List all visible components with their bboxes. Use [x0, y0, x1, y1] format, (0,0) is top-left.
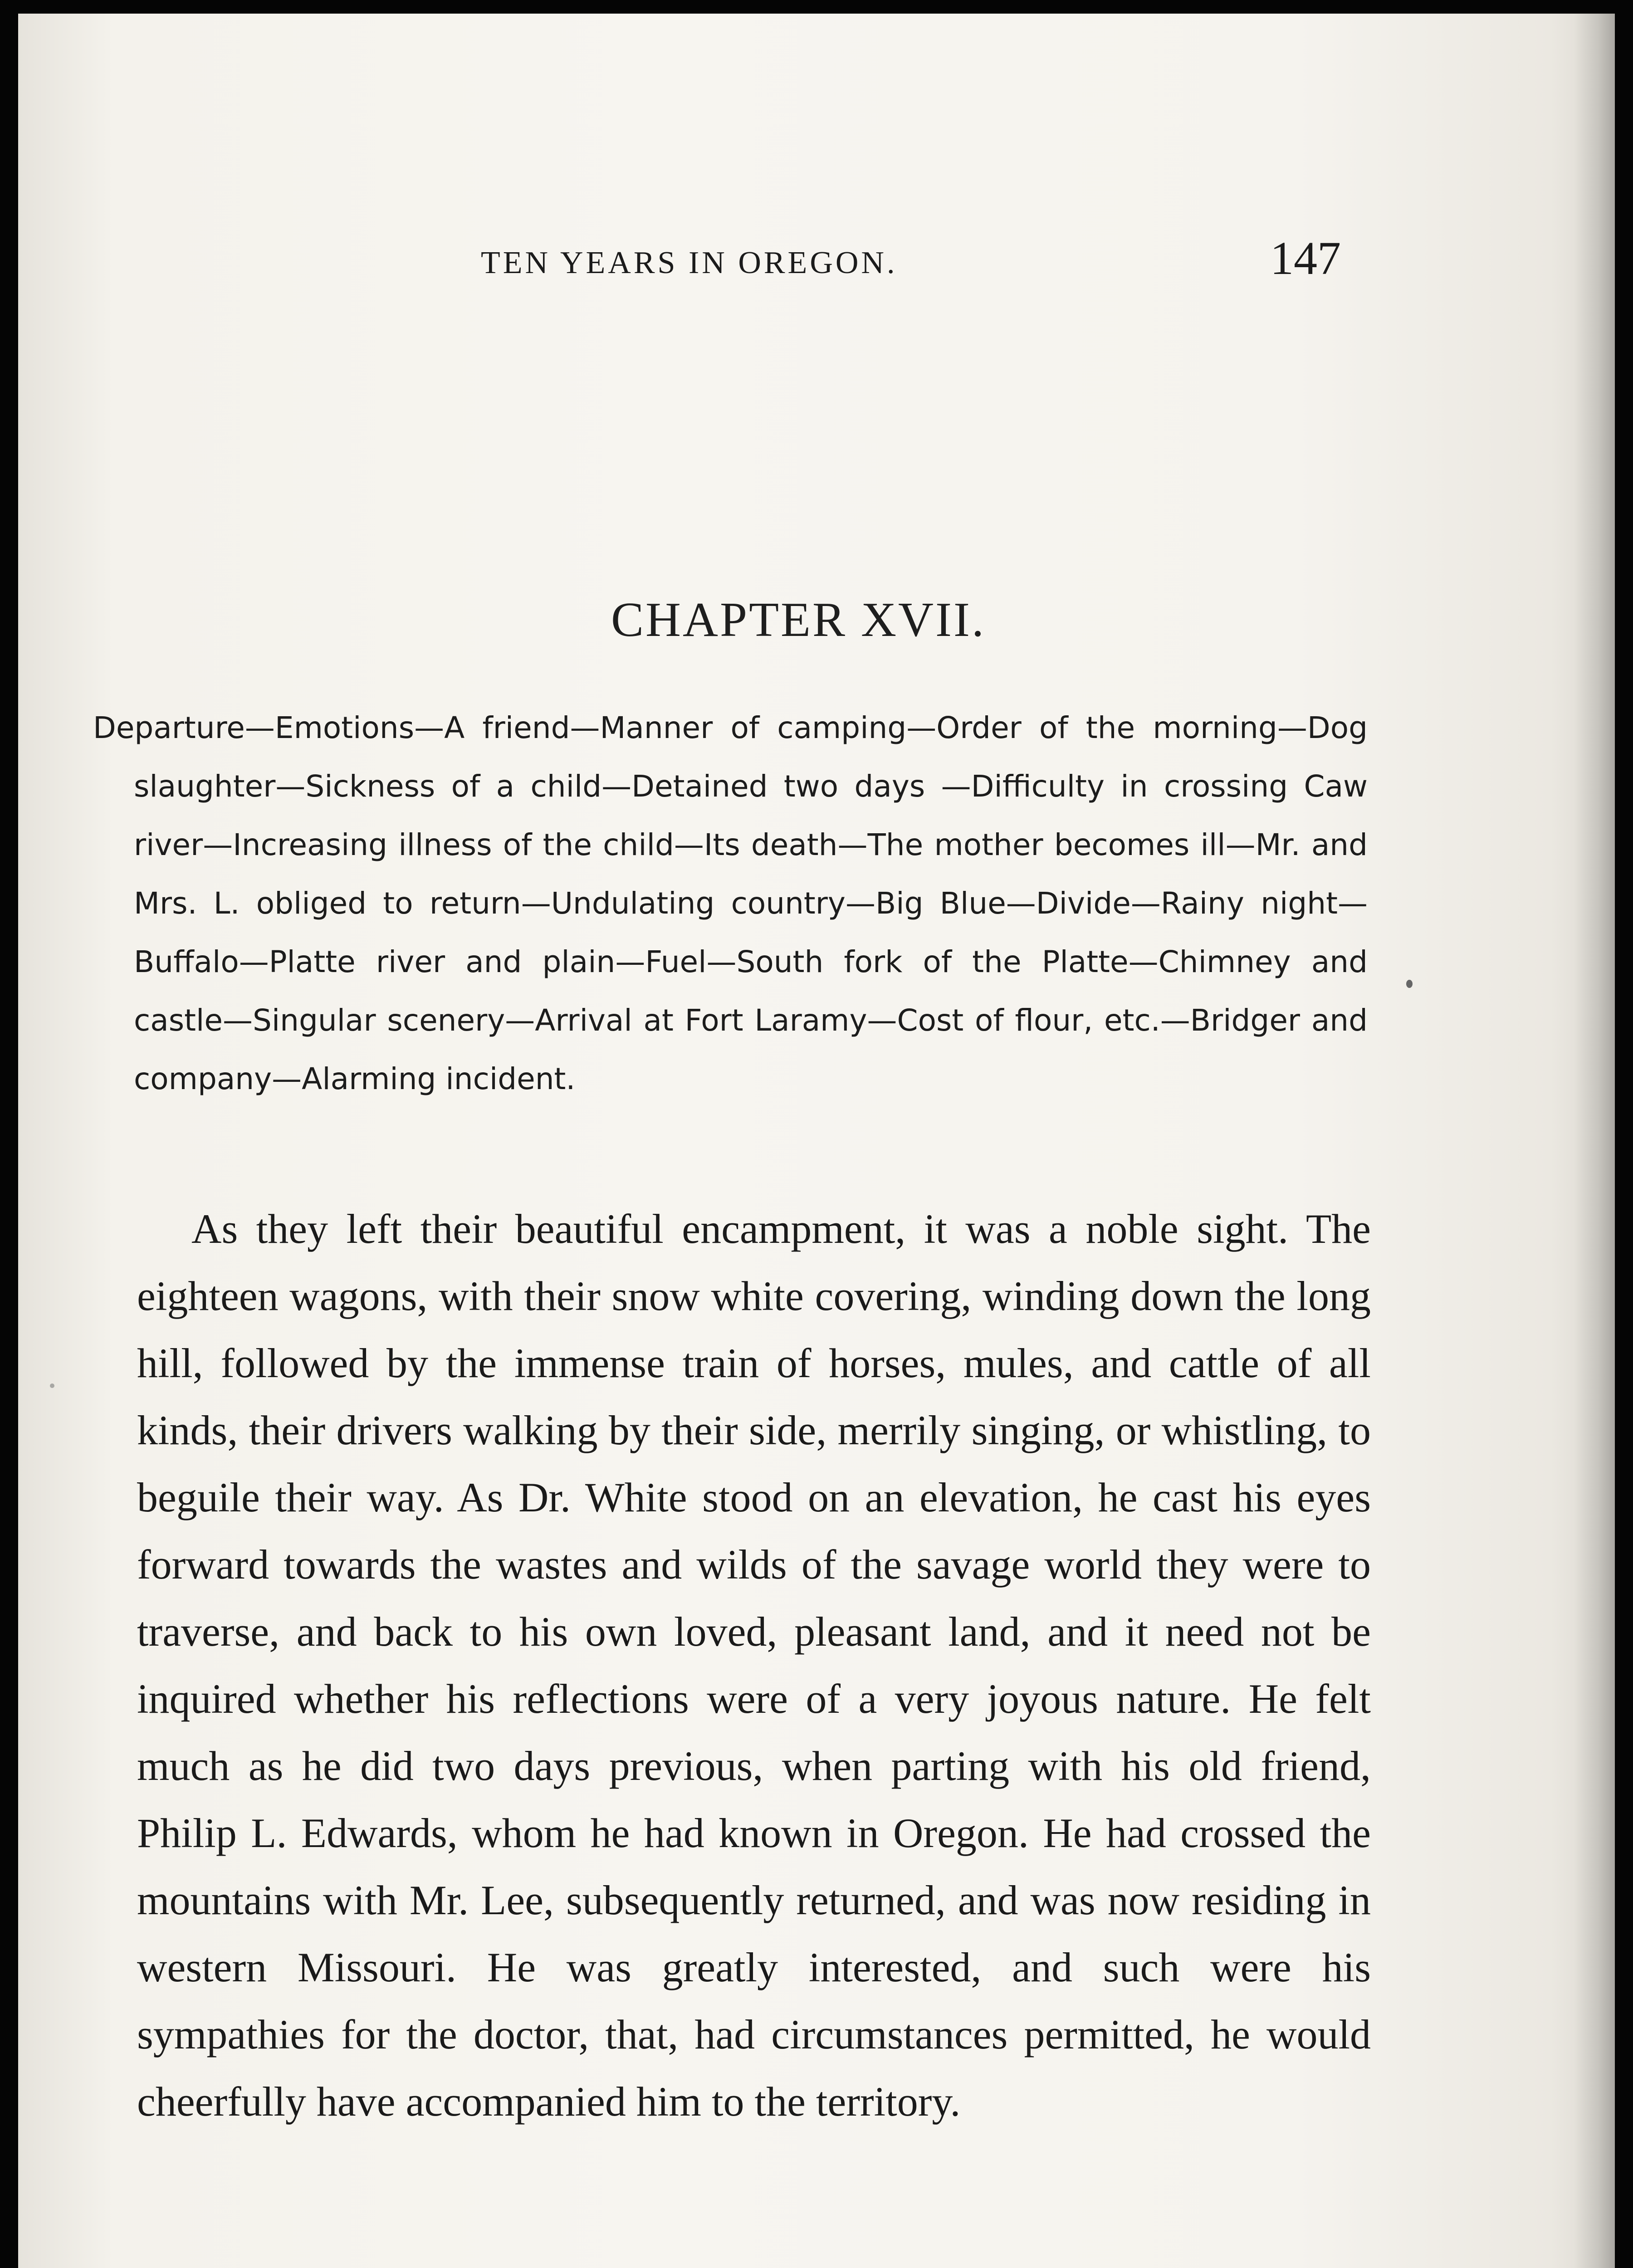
- page-gutter-shadow: [1574, 14, 1615, 2268]
- synopsis-text: Departure—Emotions—A friend—Manner of camping—Order of the morning—Dog slaughter—Sickness of a child—Detained two days —Difficulty in crossing Caw river—Increasing illness of the child—Its death—The mother becomes ill—Mr. and Mrs. L. obliged to return—Undulating country—Big Blue—Divide—Rainy night—Buffalo—Platte river and plain—Fuel—South fork of the Platte—Chimney and castle—Singular scenery—Arrival at Fort Laramy—Cost of flour, etc.—Bridger and company—Alarming incident.: [93, 710, 1368, 1096]
- book-page: [18, 14, 1615, 2268]
- chapter-title: CHAPTER XVII.: [611, 593, 986, 647]
- body-paragraph-1: As they left their beautiful encampment, it was a noble sight. The eighteen wagons, with their snow white covering, winding down the long hill, followed by the immense train of horses, mules, and cattle of all kinds, their drivers walking by their side, merrily singing, or whistling, to beguile their way. As Dr. White stood on an elevation, he cast his eyes forward towards the wastes and wilds of the savage world they were to traverse, and back to his own loved, pleasant land, and it need not be inquired whether his reflections were of a very joyous nature. He felt much as he did two days previous, when parting with his old friend, Philip L. Edwards, whom he had known in Oregon. He had crossed the mountains with Mr. Lee, subsequently returned, and was now residing in western Missouri. He was greatly interested, and such were his sympathies for the doctor, that, had circumstances permitted, he would cheerfully have accompanied him to the territory.: [137, 1206, 1371, 2125]
- paper-speck: [1406, 980, 1413, 988]
- running-title: TEN YEARS IN OREGON.: [481, 245, 898, 280]
- paper-speck: [50, 1383, 54, 1388]
- page-number: 147: [1270, 232, 1341, 284]
- running-head: [18, 227, 1615, 299]
- chapter-synopsis: [93, 699, 1368, 1108]
